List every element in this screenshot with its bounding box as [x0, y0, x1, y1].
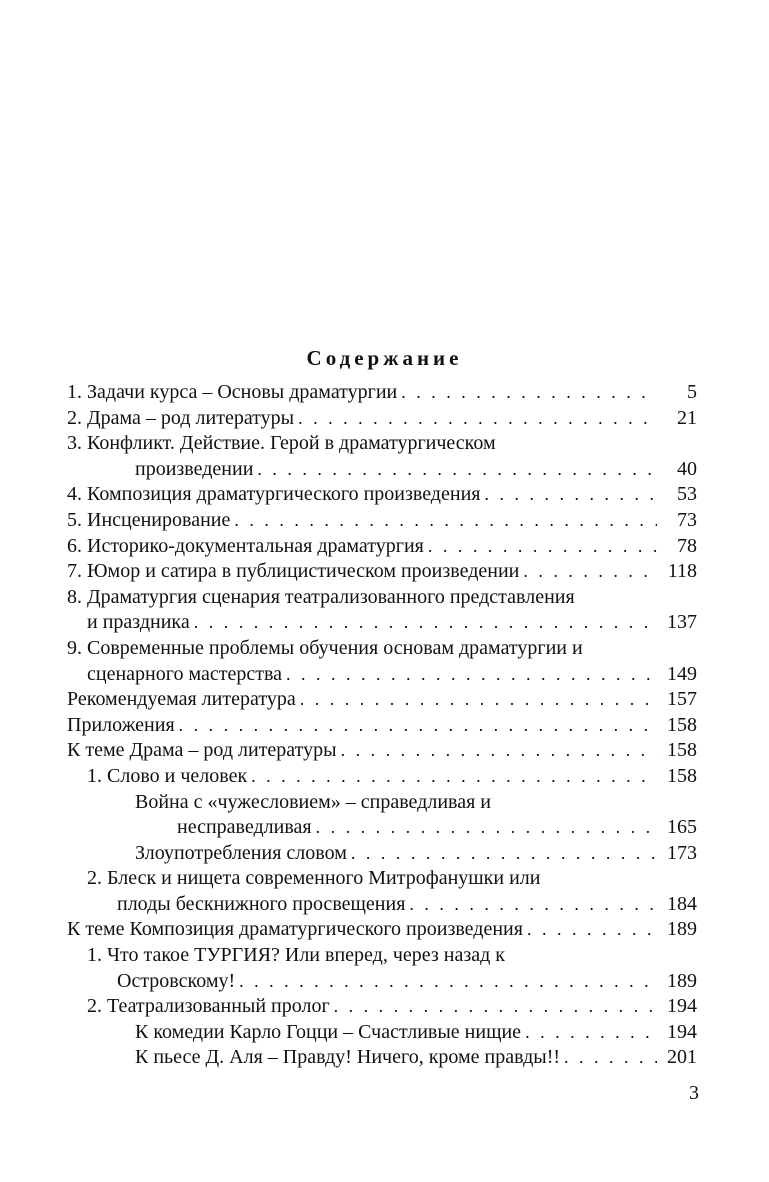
toc-entry-title: 4. Композиция драматургического произведения — [67, 483, 481, 506]
toc-entry-page: 40 — [677, 457, 697, 480]
toc-entry — [67, 764, 697, 790]
dot-leader — [523, 559, 657, 585]
dot-leader — [251, 764, 657, 790]
toc-entry-page: 194 — [667, 995, 697, 1018]
toc-entry-title: Рекомендуемая литература — [67, 688, 296, 711]
toc-entry-title: 2. Театрализованный пролог — [87, 995, 330, 1018]
dot-leader — [316, 815, 657, 841]
toc-entry-title: 1. Задачи курса – Основы драматургии — [67, 381, 398, 403]
toc-entry-title: 6. Историко-документальная драматургия — [67, 534, 424, 557]
toc-entry-page: 158 — [667, 764, 697, 787]
toc-entry-title: сценарного мастерства — [87, 662, 283, 685]
toc-entry-title-first-line: 2. Блеск и нищета современного Митрофанушки или — [87, 867, 541, 890]
dot-leader — [334, 994, 657, 1020]
toc-entry — [67, 508, 697, 534]
toc-entry — [67, 482, 697, 508]
toc-entry-title: 1. Слово и человек — [87, 764, 248, 787]
toc-entry-title: несправедливая — [177, 816, 312, 839]
dot-leader — [286, 662, 657, 688]
toc-entry-title: плоды бескнижного просвещения — [117, 892, 406, 915]
toc-entry — [67, 534, 697, 560]
toc-entry-page: 21 — [677, 406, 697, 429]
toc-entry-title: К теме Драма – род литературы — [67, 739, 337, 762]
toc-entry-title-first-line: 3. Конфликт. Действие. Герой в драматургическом — [67, 432, 496, 455]
toc-entry-page: 118 — [667, 560, 697, 583]
toc-entry-page: 158 — [667, 713, 697, 736]
dot-leader — [239, 969, 657, 995]
toc-entry-title-first-line: Война с «чужесловием» – справедливая и — [135, 790, 491, 813]
toc-entry-title: Злоупотребления словом — [135, 841, 347, 864]
toc-entry-title: К теме Композиция драматургического произведения — [67, 918, 523, 941]
dot-leader — [564, 1045, 657, 1071]
toc-entry — [67, 713, 697, 739]
toc-entry — [67, 687, 697, 713]
toc-entry-page: 184 — [667, 892, 697, 915]
toc-entry-title: 7. Юмор и сатира в публицистическом произведении — [67, 560, 520, 583]
toc-entry-page: 158 — [667, 739, 697, 762]
dot-leader — [409, 892, 657, 918]
toc-entry — [67, 1020, 697, 1046]
dot-leader — [234, 508, 657, 534]
dot-leader — [179, 713, 657, 739]
dot-leader — [351, 841, 657, 867]
toc-entry-title: К пьесе Д. Аля – Правду! Ничего, кроме правды!! — [135, 1046, 561, 1069]
toc-entry — [67, 969, 697, 995]
toc-entry — [67, 1045, 697, 1071]
dot-leader — [257, 457, 657, 483]
toc-entry — [67, 559, 697, 585]
toc-entry-title: К комедии Карло Гоцци – Счастливые нищие — [135, 1020, 522, 1043]
page-number: 3 — [689, 1082, 699, 1104]
toc-entry — [67, 457, 697, 483]
toc-entry-page: 157 — [667, 688, 697, 711]
toc-entry-page: 189 — [667, 918, 697, 941]
toc-entry-page: 5 — [687, 381, 697, 403]
toc-entry-title: произведении — [135, 457, 254, 480]
dot-leader — [484, 482, 657, 508]
toc-entry-title-first-line: 8. Драматургия сценария театрализованного представления — [67, 585, 575, 608]
toc-entry — [67, 841, 697, 867]
toc-entry-title-first-line: 1. Что такое ТУРГИЯ? Или вперед, через назад к — [87, 944, 506, 967]
toc-entry — [67, 662, 697, 688]
dot-leader — [300, 687, 657, 713]
toc-entry-page: 73 — [677, 508, 697, 531]
toc-entry-title: 2. Драма – род литературы — [67, 406, 295, 429]
toc-entry-page: 194 — [667, 1020, 697, 1043]
toc-entry-page: 78 — [677, 534, 697, 557]
contents-heading: Содержание — [306, 346, 463, 370]
dot-leader — [527, 917, 657, 943]
table-of-contents — [67, 380, 697, 1071]
toc-entry-title: 5. Инсценирование — [67, 508, 231, 531]
toc-entry — [67, 738, 697, 764]
toc-entry-title: Островскому! — [117, 969, 236, 992]
toc-entry-title: Приложения — [67, 713, 175, 736]
toc-entry — [67, 610, 697, 636]
toc-entry-page: 173 — [667, 841, 697, 864]
dot-leader — [525, 1020, 657, 1046]
dot-leader — [428, 534, 657, 560]
dot-leader — [401, 380, 657, 406]
dot-leader — [298, 406, 657, 432]
toc-entry-title-first-line: 9. Современные проблемы обучения основам драматургии и — [67, 636, 583, 659]
toc-entry-title: и праздника — [87, 611, 190, 634]
toc-entry — [67, 815, 697, 841]
toc-entry-page: 149 — [667, 662, 697, 685]
toc-entry-page: 53 — [677, 483, 697, 506]
toc-entry-page: 189 — [667, 969, 697, 992]
toc-entry — [67, 994, 697, 1020]
dot-leader — [194, 610, 657, 636]
toc-entry — [67, 917, 697, 943]
toc-entry — [67, 406, 697, 432]
toc-entry-page: 165 — [667, 816, 697, 839]
toc-entry — [67, 380, 697, 406]
dot-leader — [341, 738, 657, 764]
toc-entry-page: 137 — [667, 611, 697, 634]
toc-entry — [67, 892, 697, 918]
toc-entry-page: 201 — [667, 1046, 697, 1069]
